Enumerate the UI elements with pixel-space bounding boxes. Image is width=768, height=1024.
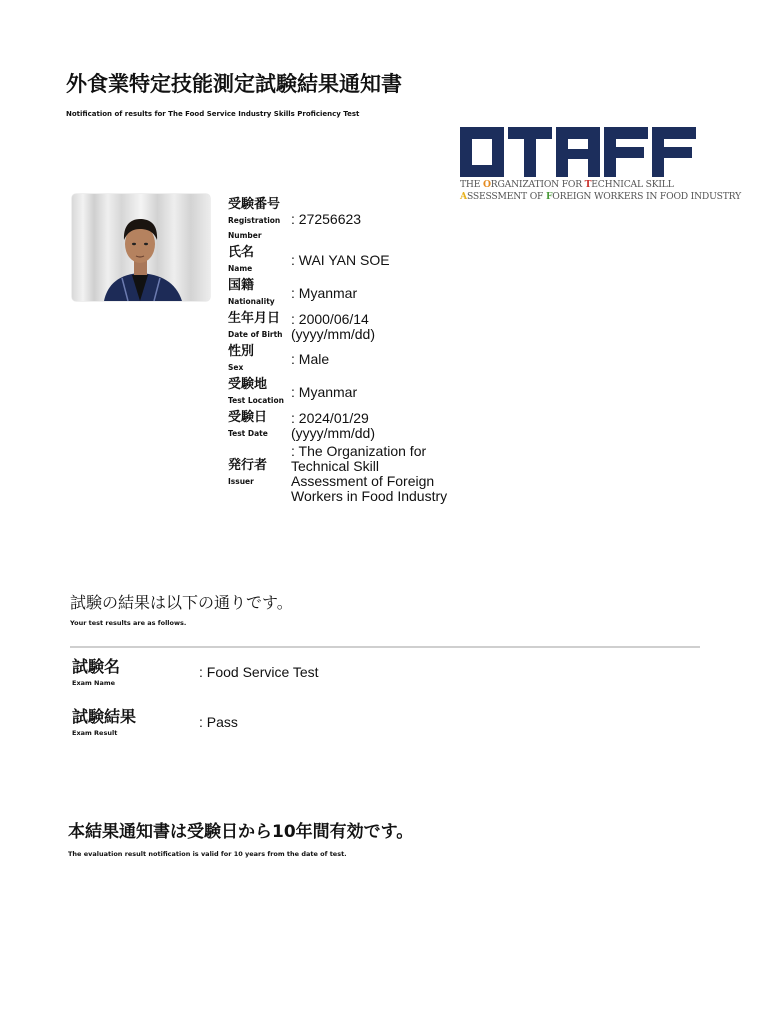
field-label-test-location-en: Test Location (228, 396, 284, 405)
otaff-wordmark-icon (460, 127, 698, 177)
field-value-dob-format: (yyyy/mm/dd) (291, 326, 375, 342)
field-label-dob-en: Date of Birth (228, 330, 283, 339)
field-label-registration-en: Registration (228, 216, 281, 225)
field-label-name-en: Name (228, 264, 253, 273)
field-value-test-date: : 2024/01/29 (291, 410, 369, 426)
field-label-sex-jp: 性別 (228, 344, 255, 359)
exam-result-label-jp: 試験結果 (72, 707, 137, 726)
exam-name-label-jp: 試験名 (72, 657, 121, 676)
field-value-issuer-line4: Workers in Food Industry (291, 488, 448, 504)
results-divider (70, 646, 700, 648)
field-value-nationality: : Myanmar (291, 285, 358, 301)
exam-name-value: : Food Service Test (199, 664, 319, 680)
field-label-issuer-en: Issuer (228, 477, 254, 486)
validity-note-jp: 本結果通知書は受験日から10年間有効です。 (68, 822, 414, 842)
field-label-test-location-jp: 受験地 (228, 377, 268, 392)
field-label-registration-jp: 受験番号 (228, 197, 281, 212)
results-heading-jp: 試験の結果は以下の通りです。 (70, 593, 293, 612)
field-label-name-jp: 氏名 (228, 245, 255, 260)
logo-tagline-line2: ASSESSMENT OF FOREIGN WORKERS IN FOOD INDUSTRY (460, 191, 741, 202)
document-subtitle: Notification of results for The Food Service Industry Skills Proficiency Test (66, 110, 360, 118)
applicant-photo (72, 194, 210, 301)
field-value-test-location: : Myanmar (291, 384, 358, 400)
document-title: 外食業特定技能測定試験結果通知書 (66, 72, 402, 96)
results-heading-en: Your test results are as follows. (70, 619, 187, 627)
field-label-issuer-jp: 発行者 (228, 458, 268, 473)
field-label-dob-jp: 生年月日 (228, 311, 281, 326)
field-value-sex: : Male (291, 351, 330, 367)
field-value-dob: : 2000/06/14 (291, 311, 369, 327)
field-value-test-date-format: (yyyy/mm/dd) (291, 425, 375, 441)
field-label-nationality-jp: 国籍 (228, 278, 255, 293)
field-value-issuer-line2: Technical Skill (291, 458, 379, 474)
exam-result-label-en: Exam Result (72, 729, 118, 737)
logo-tagline-line1: THE ORGANIZATION FOR TECHNICAL SKILL (460, 179, 674, 190)
field-value-name: : WAI YAN SOE (291, 252, 390, 268)
field-label-test-date-en: Test Date (228, 429, 268, 438)
field-label-sex-en: Sex (228, 363, 244, 372)
field-value-issuer-line3: Assessment of Foreign (291, 473, 435, 489)
logo-tagline (460, 179, 741, 203)
exam-name-label-en: Exam Name (72, 679, 116, 687)
otaff-logo (460, 127, 741, 203)
field-label-nationality-en: Nationality (228, 297, 275, 306)
field-value-registration: : 27256623 (291, 211, 362, 227)
field-label-test-date-jp: 受験日 (228, 410, 268, 425)
field-label-registration-en2: Number (228, 231, 262, 240)
field-value-issuer-line1: : The Organization for (291, 443, 427, 459)
validity-note-en: The evaluation result notification is valid for 10 years from the date of test. (68, 850, 347, 858)
exam-result-value: : Pass (199, 714, 238, 730)
